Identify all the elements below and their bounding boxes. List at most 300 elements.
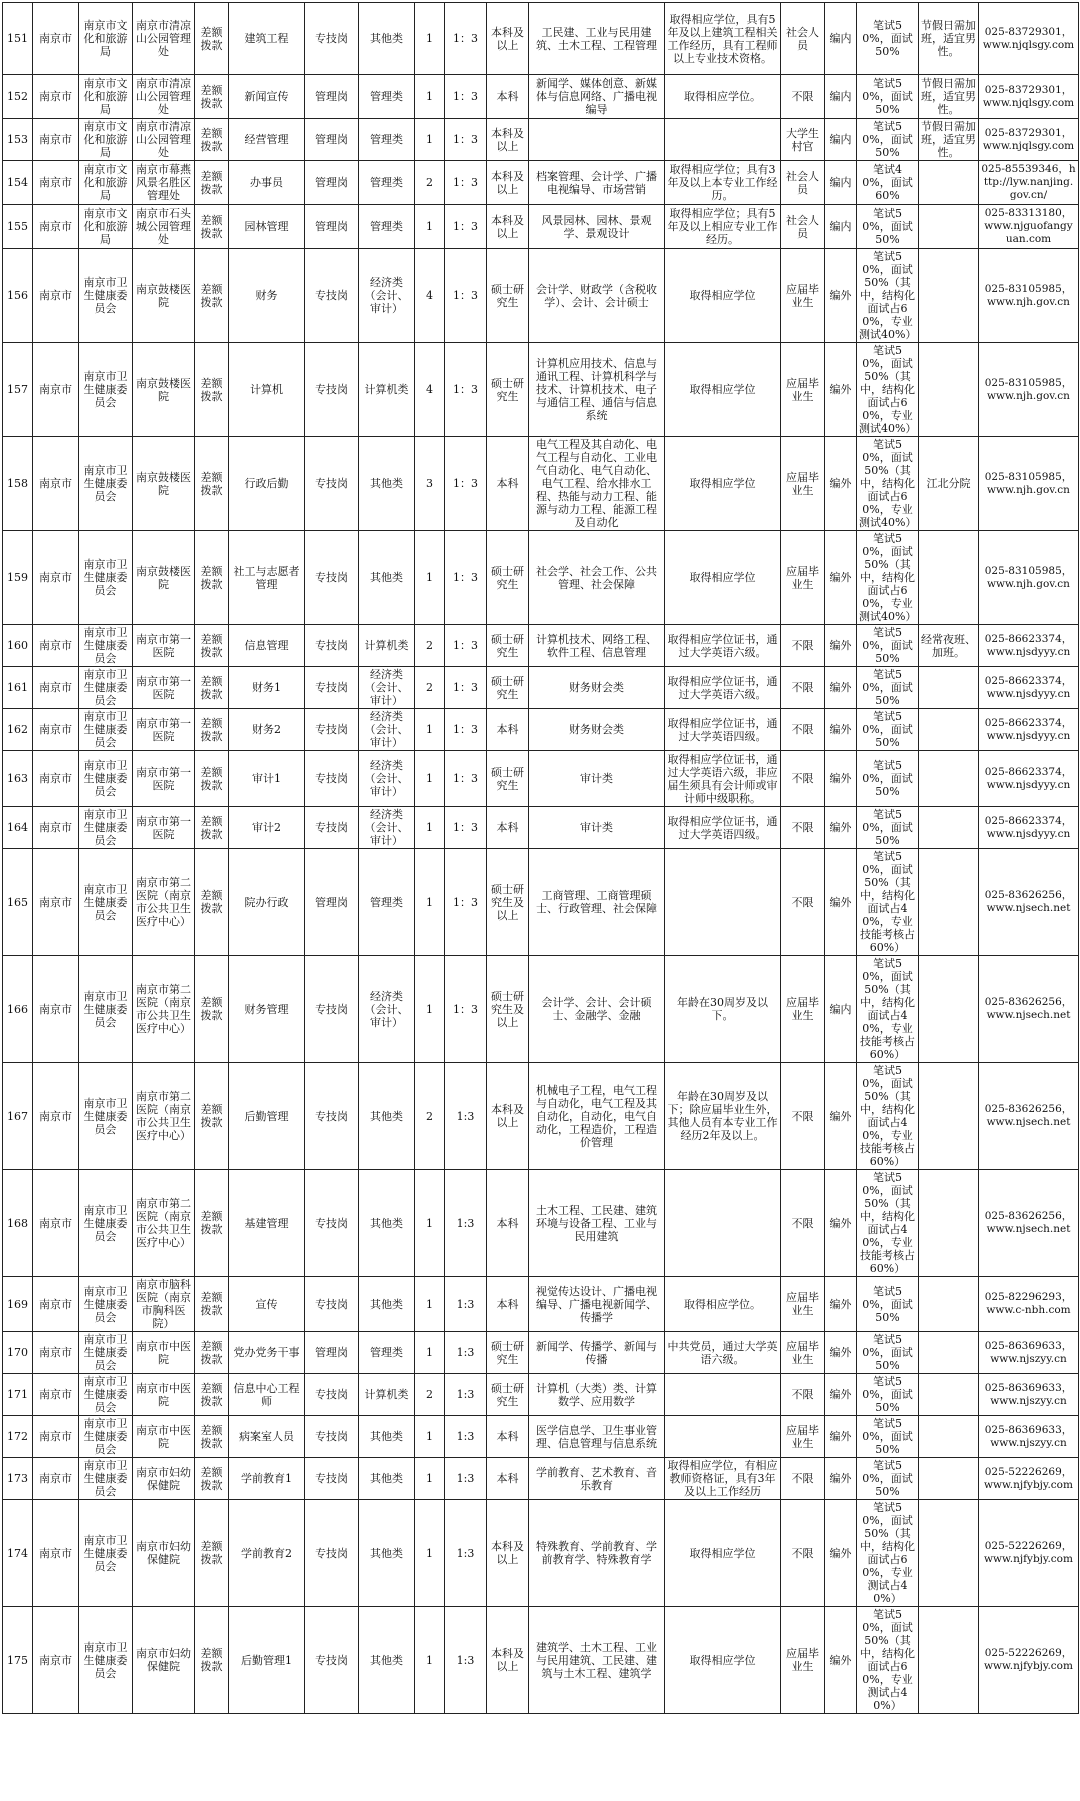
- target-applicants-cell: 不限: [781, 1458, 825, 1500]
- row-number-cell: 158: [3, 437, 33, 531]
- table-row: [3, 625, 1079, 667]
- education-cell: 硕士研究生: [487, 343, 529, 437]
- target-applicants-cell: 不限: [781, 1374, 825, 1416]
- funding-type-cell: 差额拨款: [195, 1277, 229, 1332]
- staffing-cell: 编外: [825, 531, 857, 625]
- employer-unit-cell: 南京市妇幼保健院: [133, 1500, 195, 1607]
- staffing-cell: 编外: [825, 249, 857, 343]
- row-number-cell: 157: [3, 343, 33, 437]
- post-type-cell: 专技岗: [305, 1500, 359, 1607]
- row-number-cell: 156: [3, 249, 33, 343]
- requirements-cell: 取得相应学位: [665, 437, 781, 531]
- employer-unit-cell: 南京市第二医院（南京市公共卫生医疗中心）: [133, 849, 195, 956]
- remarks-cell: 节假日需加班，适宜男性。: [919, 75, 979, 119]
- exam-weighting-cell: 笔试50%，面试50%: [857, 667, 919, 709]
- department-cell: 南京市卫生健康委员会: [79, 956, 133, 1063]
- post-category-cell: 管理类: [359, 205, 415, 249]
- staffing-cell: 编内: [825, 119, 857, 161]
- contact-cell: 025-52226269，www.njfybjy.com: [979, 1607, 1079, 1714]
- department-cell: 南京市卫生健康委员会: [79, 531, 133, 625]
- staffing-cell: 编外: [825, 1063, 857, 1170]
- requirements-cell: 年龄在30周岁及以下。: [665, 956, 781, 1063]
- exam-ratio-cell: 1:3: [445, 1332, 487, 1374]
- staffing-cell: 编内: [825, 205, 857, 249]
- hire-count-cell: 1: [415, 1332, 445, 1374]
- post-name-cell: 办事员: [229, 161, 305, 205]
- exam-ratio-cell: 1：3: [445, 343, 487, 437]
- funding-type-cell: 差额拨款: [195, 343, 229, 437]
- contact-cell: 025-86369633，www.njszyy.cn: [979, 1416, 1079, 1458]
- education-cell: 硕士研究生: [487, 249, 529, 343]
- staffing-cell: 编外: [825, 849, 857, 956]
- employer-unit-cell: 南京市第一医院: [133, 667, 195, 709]
- post-name-cell: 审计2: [229, 807, 305, 849]
- requirements-cell: 取得相应学位证书，通过大学英语六级，非应届生须具有会计师或审计师中级职称。: [665, 751, 781, 807]
- department-cell: 南京市卫生健康委员会: [79, 1458, 133, 1500]
- row-number-cell: 164: [3, 807, 33, 849]
- post-category-cell: 其他类: [359, 437, 415, 531]
- row-number-cell: 151: [3, 3, 33, 75]
- post-category-cell: 管理类: [359, 161, 415, 205]
- post-type-cell: 专技岗: [305, 625, 359, 667]
- department-cell: 南京市卫生健康委员会: [79, 343, 133, 437]
- remarks-cell: [919, 807, 979, 849]
- exam-ratio-cell: 1:3: [445, 1458, 487, 1500]
- staffing-cell: 编外: [825, 709, 857, 751]
- contact-cell: 025-52226269，www.njfybjy.com: [979, 1500, 1079, 1607]
- exam-weighting-cell: 笔试50%，面试50%: [857, 119, 919, 161]
- post-type-cell: 专技岗: [305, 667, 359, 709]
- post-type-cell: 专技岗: [305, 531, 359, 625]
- contact-cell: 025-83313180，www.njguofangyuan.com: [979, 205, 1079, 249]
- staffing-cell: 编外: [825, 1277, 857, 1332]
- post-name-cell: 信息管理: [229, 625, 305, 667]
- exam-weighting-cell: 笔试50%，面试50%: [857, 1277, 919, 1332]
- remarks-cell: [919, 1416, 979, 1458]
- requirements-cell: [665, 1416, 781, 1458]
- city-cell: 南京市: [33, 161, 79, 205]
- funding-type-cell: 差额拨款: [195, 205, 229, 249]
- post-category-cell: 计算机类: [359, 1374, 415, 1416]
- city-cell: 南京市: [33, 1607, 79, 1714]
- staffing-cell: 编外: [825, 343, 857, 437]
- target-applicants-cell: 社会人员: [781, 161, 825, 205]
- department-cell: 南京市卫生健康委员会: [79, 1374, 133, 1416]
- staffing-cell: 编外: [825, 667, 857, 709]
- post-category-cell: 其他类: [359, 1170, 415, 1277]
- requirements-cell: 取得相应学位: [665, 343, 781, 437]
- major-cell: 财务财会类: [529, 667, 665, 709]
- table-row: [3, 3, 1079, 75]
- post-name-cell: 信息中心工程师: [229, 1374, 305, 1416]
- row-number-cell: 161: [3, 667, 33, 709]
- table-row: [3, 205, 1079, 249]
- exam-ratio-cell: 1：3: [445, 205, 487, 249]
- table-row: [3, 343, 1079, 437]
- hire-count-cell: 2: [415, 161, 445, 205]
- city-cell: 南京市: [33, 751, 79, 807]
- funding-type-cell: 差额拨款: [195, 1170, 229, 1277]
- major-cell: 特殊教育、学前教育、学前教育学、特殊教育学: [529, 1500, 665, 1607]
- exam-ratio-cell: 1：3: [445, 249, 487, 343]
- table-row: [3, 1170, 1079, 1277]
- post-name-cell: 学前教育2: [229, 1500, 305, 1607]
- remarks-cell: [919, 1458, 979, 1500]
- city-cell: 南京市: [33, 437, 79, 531]
- exam-weighting-cell: 笔试50%，面试50%: [857, 807, 919, 849]
- major-cell: 新闻学、传播学、新闻与传播: [529, 1332, 665, 1374]
- table-row: [3, 249, 1079, 343]
- row-number-cell: 166: [3, 956, 33, 1063]
- employer-unit-cell: 南京市妇幼保健院: [133, 1458, 195, 1500]
- exam-ratio-cell: 1:3: [445, 1500, 487, 1607]
- exam-ratio-cell: 1：3: [445, 75, 487, 119]
- hire-count-cell: 1: [415, 956, 445, 1063]
- exam-weighting-cell: 笔试40%，面试60%: [857, 161, 919, 205]
- row-number-cell: 175: [3, 1607, 33, 1714]
- education-cell: 本科及以上: [487, 3, 529, 75]
- employer-unit-cell: 南京市清凉山公园管理处: [133, 3, 195, 75]
- post-name-cell: 后勤管理: [229, 1063, 305, 1170]
- target-applicants-cell: 应届毕业生: [781, 1416, 825, 1458]
- exam-weighting-cell: 笔试50%，面试50%（其中，结构化面试占60%，专业测试40%）: [857, 343, 919, 437]
- staffing-cell: 编内: [825, 956, 857, 1063]
- post-type-cell: 管理岗: [305, 205, 359, 249]
- target-applicants-cell: 应届毕业生: [781, 437, 825, 531]
- contact-cell: 025-83626256，www.njsech.net: [979, 956, 1079, 1063]
- city-cell: 南京市: [33, 119, 79, 161]
- exam-weighting-cell: 笔试50%，面试50%: [857, 709, 919, 751]
- remarks-cell: [919, 343, 979, 437]
- city-cell: 南京市: [33, 3, 79, 75]
- hire-count-cell: 2: [415, 1374, 445, 1416]
- target-applicants-cell: 社会人员: [781, 3, 825, 75]
- post-type-cell: 专技岗: [305, 3, 359, 75]
- contact-cell: 025-83729301，www.njqlsgy.com: [979, 3, 1079, 75]
- major-cell: 计算机应用技术、信息与通讯工程、计算机科学与技术、计算机技术、电子与通信工程、通信与信息系统: [529, 343, 665, 437]
- employer-unit-cell: 南京市石头城公园管理处: [133, 205, 195, 249]
- table-row: [3, 807, 1079, 849]
- education-cell: 硕士研究生: [487, 625, 529, 667]
- department-cell: 南京市文化和旅游局: [79, 161, 133, 205]
- major-cell: 新闻学、媒体创意、新媒体与信息网络、广播电视编导: [529, 75, 665, 119]
- exam-ratio-cell: 1:3: [445, 1277, 487, 1332]
- target-applicants-cell: 应届毕业生: [781, 1332, 825, 1374]
- employer-unit-cell: 南京市清凉山公园管理处: [133, 75, 195, 119]
- major-cell: 视觉传达设计、广播电视编导、广播电视新闻学、传播学: [529, 1277, 665, 1332]
- requirements-cell: 年龄在30周岁及以下；除应届毕业生外，其他人员有本专业工作经历2年及以上。: [665, 1063, 781, 1170]
- remarks-cell: [919, 1277, 979, 1332]
- hire-count-cell: 1: [415, 849, 445, 956]
- employer-unit-cell: 南京市第一医院: [133, 807, 195, 849]
- target-applicants-cell: 应届毕业生: [781, 249, 825, 343]
- post-type-cell: 管理岗: [305, 1332, 359, 1374]
- remarks-cell: [919, 531, 979, 625]
- target-applicants-cell: 应届毕业生: [781, 1277, 825, 1332]
- exam-weighting-cell: 笔试50%，面试50%: [857, 3, 919, 75]
- hire-count-cell: 1: [415, 1277, 445, 1332]
- department-cell: 南京市卫生健康委员会: [79, 437, 133, 531]
- major-cell: 会计学、会计、会计硕士、金融学、金融: [529, 956, 665, 1063]
- hire-count-cell: 2: [415, 667, 445, 709]
- department-cell: 南京市卫生健康委员会: [79, 751, 133, 807]
- funding-type-cell: 差额拨款: [195, 119, 229, 161]
- post-name-cell: 新闻宣传: [229, 75, 305, 119]
- education-cell: 本科: [487, 1277, 529, 1332]
- funding-type-cell: 差额拨款: [195, 249, 229, 343]
- employer-unit-cell: 南京市中医院: [133, 1374, 195, 1416]
- post-name-cell: 园林管理: [229, 205, 305, 249]
- target-applicants-cell: 应届毕业生: [781, 956, 825, 1063]
- funding-type-cell: 差额拨款: [195, 161, 229, 205]
- table-row: [3, 1607, 1079, 1714]
- funding-type-cell: 差额拨款: [195, 1607, 229, 1714]
- target-applicants-cell: 不限: [781, 807, 825, 849]
- employer-unit-cell: 南京市第二医院（南京市公共卫生医疗中心）: [133, 1063, 195, 1170]
- exam-ratio-cell: 1：3: [445, 667, 487, 709]
- contact-cell: 025-86623374，www.njsdyyy.cn: [979, 751, 1079, 807]
- employer-unit-cell: 南京市清凉山公园管理处: [133, 119, 195, 161]
- target-applicants-cell: 不限: [781, 1500, 825, 1607]
- major-cell: [529, 119, 665, 161]
- employer-unit-cell: 南京市中医院: [133, 1332, 195, 1374]
- city-cell: 南京市: [33, 205, 79, 249]
- post-type-cell: 专技岗: [305, 956, 359, 1063]
- row-number-cell: 153: [3, 119, 33, 161]
- table-row: [3, 119, 1079, 161]
- table-row: [3, 956, 1079, 1063]
- exam-weighting-cell: 笔试50%，面试50%（其中，结构化面试占60%，专业测试40%）: [857, 437, 919, 531]
- requirements-cell: 取得相应学位，有相应教师资格证，具有3年及以上工作经历: [665, 1458, 781, 1500]
- exam-weighting-cell: 笔试50%，面试50%: [857, 625, 919, 667]
- post-category-cell: 其他类: [359, 1063, 415, 1170]
- post-name-cell: 财务: [229, 249, 305, 343]
- remarks-cell: [919, 205, 979, 249]
- table-row: [3, 75, 1079, 119]
- contact-cell: 025-83105985，www.njh.gov.cn: [979, 531, 1079, 625]
- staffing-cell: 编外: [825, 437, 857, 531]
- employer-unit-cell: 南京市第一医院: [133, 709, 195, 751]
- table-body: [3, 3, 1079, 1714]
- staffing-cell: 编内: [825, 3, 857, 75]
- major-cell: 档案管理、会计学、广播电视编导、市场营销: [529, 161, 665, 205]
- department-cell: 南京市卫生健康委员会: [79, 1416, 133, 1458]
- department-cell: 南京市卫生健康委员会: [79, 709, 133, 751]
- post-name-cell: 党办党务干事: [229, 1332, 305, 1374]
- remarks-cell: [919, 667, 979, 709]
- hire-count-cell: 2: [415, 1063, 445, 1170]
- row-number-cell: 171: [3, 1374, 33, 1416]
- hire-count-cell: 1: [415, 807, 445, 849]
- staffing-cell: 编外: [825, 807, 857, 849]
- remarks-cell: [919, 709, 979, 751]
- exam-ratio-cell: 1：3: [445, 119, 487, 161]
- funding-type-cell: 差额拨款: [195, 1374, 229, 1416]
- department-cell: 南京市卫生健康委员会: [79, 1500, 133, 1607]
- post-name-cell: 基建管理: [229, 1170, 305, 1277]
- hire-count-cell: 1: [415, 1607, 445, 1714]
- requirements-cell: [665, 1170, 781, 1277]
- education-cell: 本科及以上: [487, 119, 529, 161]
- major-cell: 建筑学、土木工程、工业与民用建筑、工民建、建筑与土木工程、建筑学: [529, 1607, 665, 1714]
- city-cell: 南京市: [33, 1374, 79, 1416]
- exam-ratio-cell: 1：3: [445, 3, 487, 75]
- contact-cell: 025-82296293，www.c-nbh.com: [979, 1277, 1079, 1332]
- post-name-cell: 后勤管理1: [229, 1607, 305, 1714]
- row-number-cell: 169: [3, 1277, 33, 1332]
- post-category-cell: 经济类（会计、审计）: [359, 249, 415, 343]
- employer-unit-cell: 南京鼓楼医院: [133, 531, 195, 625]
- table-row: [3, 709, 1079, 751]
- hire-count-cell: 1: [415, 709, 445, 751]
- employer-unit-cell: 南京鼓楼医院: [133, 249, 195, 343]
- remarks-cell: 经常夜班、加班。: [919, 625, 979, 667]
- city-cell: 南京市: [33, 1500, 79, 1607]
- row-number-cell: 172: [3, 1416, 33, 1458]
- target-applicants-cell: 应届毕业生: [781, 531, 825, 625]
- table-row: [3, 161, 1079, 205]
- department-cell: 南京市卫生健康委员会: [79, 1277, 133, 1332]
- post-type-cell: 专技岗: [305, 709, 359, 751]
- post-category-cell: 计算机类: [359, 625, 415, 667]
- post-name-cell: 学前教育1: [229, 1458, 305, 1500]
- exam-ratio-cell: 1:3: [445, 1063, 487, 1170]
- row-number-cell: 173: [3, 1458, 33, 1500]
- education-cell: 本科及以上: [487, 161, 529, 205]
- exam-weighting-cell: 笔试50%，面试50%: [857, 751, 919, 807]
- table-row: [3, 667, 1079, 709]
- exam-ratio-cell: 1:3: [445, 1607, 487, 1714]
- hire-count-cell: 4: [415, 249, 445, 343]
- target-applicants-cell: 不限: [781, 1063, 825, 1170]
- education-cell: 本科及以上: [487, 1063, 529, 1170]
- education-cell: 本科及以上: [487, 205, 529, 249]
- major-cell: 审计类: [529, 807, 665, 849]
- exam-weighting-cell: 笔试50%，面试50%: [857, 1416, 919, 1458]
- exam-ratio-cell: 1:3: [445, 1374, 487, 1416]
- major-cell: 工商管理、工商管理硕士、行政管理、社会保障: [529, 849, 665, 956]
- staffing-cell: 编内: [825, 75, 857, 119]
- exam-weighting-cell: 笔试50%，面试50%: [857, 1332, 919, 1374]
- major-cell: 土木工程、工民建、建筑环境与设备工程、工业与民用建筑: [529, 1170, 665, 1277]
- contact-cell: 025-83105985，www.njh.gov.cn: [979, 343, 1079, 437]
- post-type-cell: 专技岗: [305, 751, 359, 807]
- employer-unit-cell: 南京市第二医院（南京市公共卫生医疗中心）: [133, 1170, 195, 1277]
- target-applicants-cell: 社会人员: [781, 205, 825, 249]
- post-name-cell: 财务管理: [229, 956, 305, 1063]
- exam-ratio-cell: 1：3: [445, 709, 487, 751]
- employer-unit-cell: 南京鼓楼医院: [133, 343, 195, 437]
- education-cell: 本科: [487, 1416, 529, 1458]
- city-cell: 南京市: [33, 343, 79, 437]
- target-applicants-cell: 不限: [781, 1170, 825, 1277]
- exam-ratio-cell: 1:3: [445, 1416, 487, 1458]
- target-applicants-cell: 不限: [781, 709, 825, 751]
- hire-count-cell: 1: [415, 119, 445, 161]
- post-type-cell: 专技岗: [305, 1170, 359, 1277]
- major-cell: 工民建、工业与民用建筑、土木工程、工程管理: [529, 3, 665, 75]
- major-cell: 计算机（大类）类、计算数学、应用数学: [529, 1374, 665, 1416]
- post-category-cell: 经济类（会计、审计）: [359, 807, 415, 849]
- post-category-cell: 管理类: [359, 119, 415, 161]
- exam-ratio-cell: 1：3: [445, 807, 487, 849]
- requirements-cell: 取得相应学位证书，通过大学英语四级。: [665, 807, 781, 849]
- row-number-cell: 167: [3, 1063, 33, 1170]
- funding-type-cell: 差额拨款: [195, 849, 229, 956]
- education-cell: 硕士研究生: [487, 667, 529, 709]
- requirements-cell: [665, 119, 781, 161]
- education-cell: 硕士研究生: [487, 751, 529, 807]
- funding-type-cell: 差额拨款: [195, 1458, 229, 1500]
- employer-unit-cell: 南京市中医院: [133, 1416, 195, 1458]
- contact-cell: 025-85539346，http://lyw.nanjing.gov.cn/: [979, 161, 1079, 205]
- funding-type-cell: 差额拨款: [195, 1416, 229, 1458]
- exam-ratio-cell: 1：3: [445, 956, 487, 1063]
- table-row: [3, 1374, 1079, 1416]
- post-type-cell: 专技岗: [305, 1607, 359, 1714]
- contact-cell: 025-86623374，www.njsdyyy.cn: [979, 667, 1079, 709]
- department-cell: 南京市卫生健康委员会: [79, 249, 133, 343]
- exam-weighting-cell: 笔试50%，面试50%: [857, 1458, 919, 1500]
- city-cell: 南京市: [33, 667, 79, 709]
- table-row: [3, 1416, 1079, 1458]
- hire-count-cell: 1: [415, 75, 445, 119]
- contact-cell: 025-86369633，www.njszyy.cn: [979, 1332, 1079, 1374]
- department-cell: 南京市文化和旅游局: [79, 205, 133, 249]
- row-number-cell: 154: [3, 161, 33, 205]
- exam-ratio-cell: 1：3: [445, 437, 487, 531]
- post-category-cell: 经济类（会计、审计）: [359, 709, 415, 751]
- target-applicants-cell: 不限: [781, 75, 825, 119]
- city-cell: 南京市: [33, 75, 79, 119]
- remarks-cell: [919, 751, 979, 807]
- exam-weighting-cell: 笔试50%，面试50%（其中，结构化面试占60%，专业测试40%）: [857, 249, 919, 343]
- major-cell: 计算机技术、网络工程、软件工程、信息管理: [529, 625, 665, 667]
- remarks-cell: [919, 161, 979, 205]
- education-cell: 本科: [487, 1170, 529, 1277]
- post-name-cell: 计算机: [229, 343, 305, 437]
- funding-type-cell: 差额拨款: [195, 437, 229, 531]
- education-cell: 硕士研究生: [487, 1332, 529, 1374]
- city-cell: 南京市: [33, 1170, 79, 1277]
- major-cell: 社会学、社会工作、公共管理、社会保障: [529, 531, 665, 625]
- exam-weighting-cell: 笔试50%，面试50%（其中，结构化面试占40%，专业技能考核占60%）: [857, 1170, 919, 1277]
- exam-weighting-cell: 笔试50%，面试50%（其中，结构化面试占40%，专业技能考核占60%）: [857, 1063, 919, 1170]
- requirements-cell: 取得相应学位。: [665, 75, 781, 119]
- target-applicants-cell: 不限: [781, 849, 825, 956]
- requirements-cell: 取得相应学位，具有5年及以上建筑工程相关工作经历，具有工程师以上专业技术资格。: [665, 3, 781, 75]
- exam-ratio-cell: 1:3: [445, 1170, 487, 1277]
- department-cell: 南京市卫生健康委员会: [79, 1332, 133, 1374]
- remarks-cell: 节假日需加班，适宜男性。: [919, 119, 979, 161]
- table-row: [3, 1063, 1079, 1170]
- post-name-cell: 经营管理: [229, 119, 305, 161]
- hire-count-cell: 2: [415, 625, 445, 667]
- education-cell: 本科: [487, 1458, 529, 1500]
- department-cell: 南京市文化和旅游局: [79, 119, 133, 161]
- education-cell: 本科: [487, 437, 529, 531]
- exam-weighting-cell: 笔试50%，面试50%: [857, 205, 919, 249]
- contact-cell: 025-83626256，www.njsech.net: [979, 1063, 1079, 1170]
- exam-weighting-cell: 笔试50%，面试50%（其中，结构化面试占60%，专业测试占40%）: [857, 1500, 919, 1607]
- recruitment-table: [2, 2, 1079, 1714]
- staffing-cell: 编外: [825, 1170, 857, 1277]
- staffing-cell: 编外: [825, 1374, 857, 1416]
- exam-weighting-cell: 笔试50%，面试50%: [857, 75, 919, 119]
- post-category-cell: 计算机类: [359, 343, 415, 437]
- requirements-cell: [665, 849, 781, 956]
- exam-ratio-cell: 1：3: [445, 161, 487, 205]
